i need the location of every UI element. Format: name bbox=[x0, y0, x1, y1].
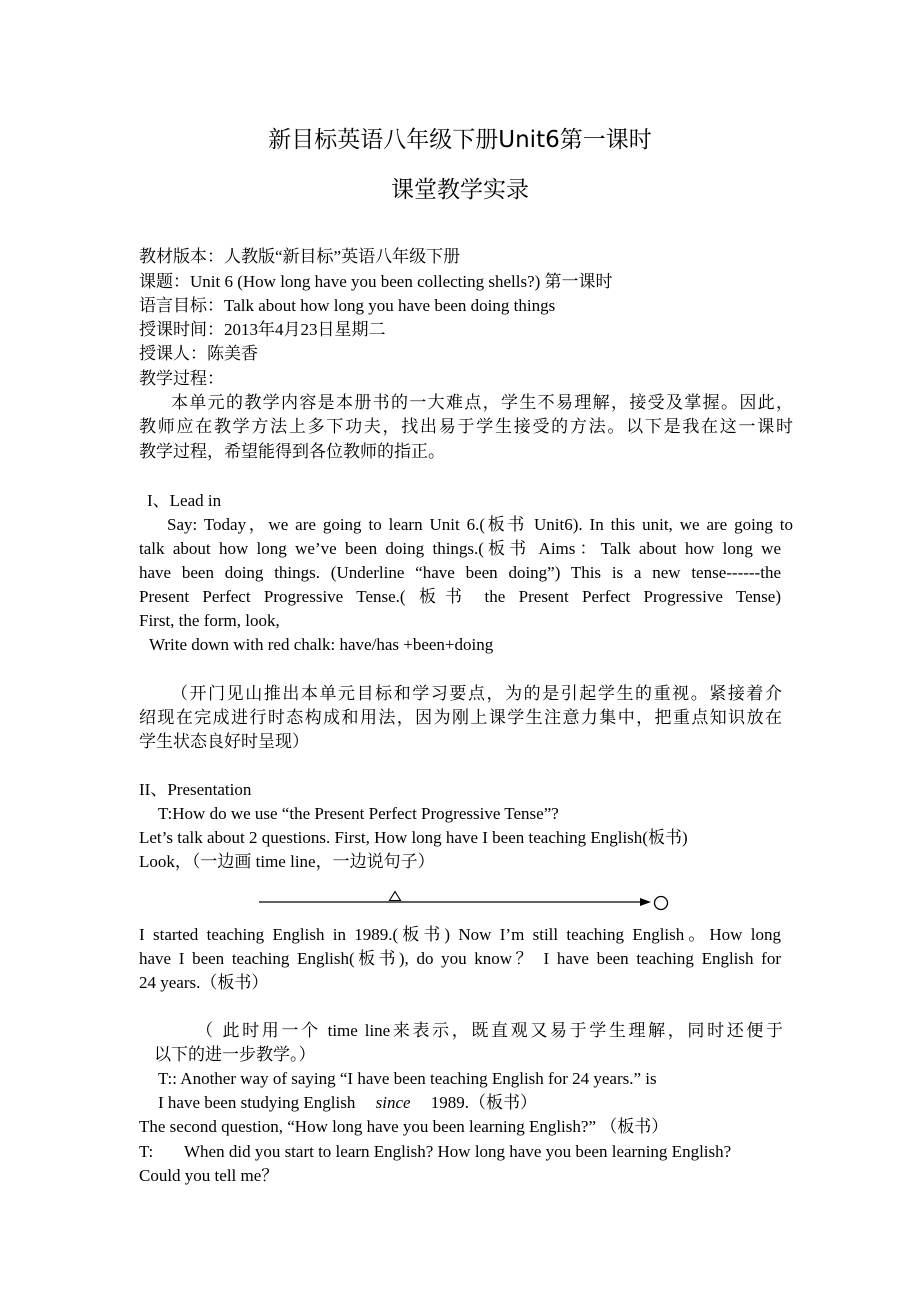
t-label: T: bbox=[139, 1142, 154, 1161]
meta-time: 授课时间：2013年4月23日星期二 bbox=[139, 320, 386, 339]
paragraph-line: Look，（一边画 time line，一边说句子） bbox=[139, 852, 435, 871]
intro-line: 教学过程，希望能得到各位教师的指正。 bbox=[139, 442, 445, 461]
paragraph-line: Could you tell me？ bbox=[139, 1166, 279, 1185]
paragraph-line: The second question, “How long have you been learning English?” （板书） bbox=[139, 1117, 669, 1136]
teaching-note: 以下的进一步教学。） bbox=[154, 1045, 316, 1064]
meta-topic: 课题：Unit 6 (How long have you been collecting shells?) 第一课时 bbox=[139, 272, 613, 291]
paragraph-line: First, the form, look, bbox=[139, 611, 280, 630]
since-keyword: since bbox=[375, 1093, 411, 1112]
since-example-suffix: 1989.（板书） bbox=[430, 1093, 538, 1112]
paragraph-line: 24 years.（板书） bbox=[139, 973, 269, 992]
paragraph-line: Say: Today，we are going to learn Unit 6.(板书 Unit6). In this unit, we are going to bbox=[167, 515, 793, 534]
paragraph-line: Let’s talk about 2 questions. First, How long have I been teaching English(板书) bbox=[139, 828, 688, 847]
paragraph-line: have I been teaching English(板书), do you know？ I have been teaching English for bbox=[139, 949, 781, 968]
now-point-circle-icon bbox=[655, 897, 668, 910]
paragraph-line: talk about how long we’ve been doing things.(板书 Aims：Talk about how long we bbox=[139, 539, 781, 558]
paragraph-line: I started teaching English in 1989.(板书) Now I’m still teaching English。How long bbox=[139, 925, 781, 944]
arrow-head-icon bbox=[640, 898, 651, 906]
meta-goal: 语言目标：Talk about how long you have been doing things bbox=[139, 296, 556, 315]
meta-process: 教学过程： bbox=[139, 369, 224, 388]
paragraph-line: have been doing things. (Underline “have been doing”) This is a new tense------the bbox=[139, 563, 781, 582]
time-line-diagram bbox=[255, 888, 675, 914]
paragraph-line: When did you start to learn English? How long have you been learning English? bbox=[184, 1142, 732, 1161]
document-title: 新目标英语八年级下册Unit6第一课时 bbox=[268, 127, 652, 153]
paragraph-line: T:How do we use “the Present Perfect Progressive Tense”? bbox=[158, 804, 559, 823]
document-subtitle: 课堂教学实录 bbox=[391, 177, 529, 203]
start-point-triangle-icon bbox=[390, 892, 401, 901]
teaching-note: （ 此时用一个 time line来表示，既直观又易于学生理解，同时还便于 bbox=[196, 1021, 783, 1040]
intro-line: 本单元的教学内容是本册书的一大难点，学生不易理解，接受及掌握。因此， bbox=[171, 393, 793, 412]
paragraph-line: Present Perfect Progressive Tense.( 板书 the Present Perfect Progressive Tense) bbox=[139, 587, 781, 606]
teaching-note: （开门见山推出本单元目标和学习要点，为的是引起学生的重视。紧接着介 bbox=[171, 684, 782, 703]
since-example-line bbox=[158, 1091, 537, 1115]
meta-textbook: 教材版本：人教版“新目标”英语八年级下册 bbox=[139, 247, 461, 266]
paragraph-line: Write down with red chalk: have/has +been+doing bbox=[149, 635, 494, 654]
meta-teacher: 授课人：陈美香 bbox=[139, 344, 258, 363]
section-heading-lead-in: I、Lead in bbox=[147, 491, 222, 510]
intro-line: 教师应在教学方法上多下功夫，找出易于学生接受的方法。以下是我在这一课时 bbox=[139, 417, 793, 436]
section-heading-presentation: II、Presentation bbox=[139, 780, 252, 799]
teaching-note: 绍现在完成进行时态构成和用法，因为刚上课学生注意力集中，把重点知识放在 bbox=[139, 708, 782, 727]
since-example-prefix: I have been studying English bbox=[158, 1093, 356, 1112]
teaching-note: 学生状态良好时呈现） bbox=[139, 732, 309, 751]
paragraph-line: T:: Another way of saying “I have been teaching English for 24 years.” is bbox=[158, 1069, 657, 1088]
